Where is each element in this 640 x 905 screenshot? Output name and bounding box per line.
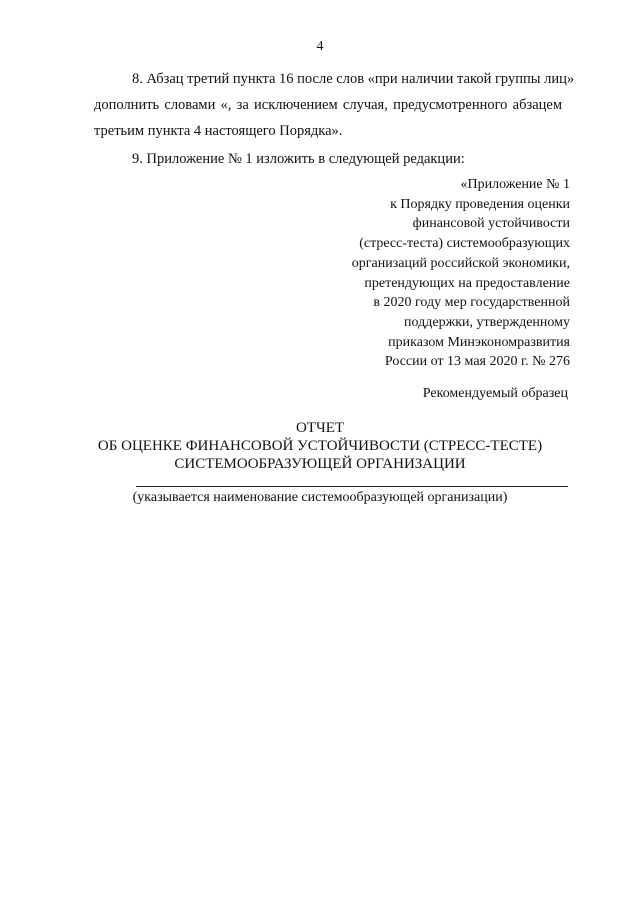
appendix-line: финансовой устойчивости xyxy=(412,216,570,232)
appendix-line: (стресс-теста) системообразующих xyxy=(359,236,570,252)
appendix-line: к Порядку проведения оценки xyxy=(390,196,570,212)
page-number: 4 xyxy=(316,39,324,54)
appendix-header xyxy=(290,175,570,372)
paragraph-8-line-1: 8. Абзац третий пункта 16 после слов «при наличии такой группы лиц» xyxy=(132,71,575,87)
report-title xyxy=(0,419,640,473)
appendix-line: поддержки, утвержденному xyxy=(404,314,570,330)
appendix-line: приказом Минэкономразвития xyxy=(388,334,570,350)
report-title-line-3: СИСТЕМООБРАЗУЮЩЕЙ ОРГАНИЗАЦИИ xyxy=(174,456,466,472)
paragraph-9 xyxy=(94,146,562,172)
appendix-line: «Приложение № 1 xyxy=(460,177,570,192)
organization-name-underline xyxy=(136,486,568,487)
appendix-line: организаций российской экономики, xyxy=(351,255,570,271)
report-title-line-1: ОТЧЕТ xyxy=(295,420,345,436)
organization-name-caption: (указывается наименование системообразующей организации) xyxy=(132,490,508,505)
paragraph-9-text: 9. Приложение № 1 изложить в следующей редакции: xyxy=(132,151,465,167)
appendix-line: России от 13 мая 2020 г. № 276 xyxy=(384,354,570,370)
appendix-line: в 2020 году мер государственной xyxy=(373,295,570,311)
paragraph-8-line-2: дополнить словами «, за исключением случая, предусмотренного абзацем xyxy=(94,97,562,113)
paragraph-8 xyxy=(94,66,575,144)
recommended-sample-label: Рекомендуемый образец xyxy=(422,386,568,401)
appendix-line: претендующих на предоставление xyxy=(364,275,570,291)
report-title-line-2: ОБ ОЦЕНКЕ ФИНАНСОВОЙ УСТОЙЧИВОСТИ (СТРЕСС-ТЕСТЕ) xyxy=(97,438,543,454)
paragraph-8-line-3: третьим пункта 4 настоящего Порядка». xyxy=(94,123,343,139)
